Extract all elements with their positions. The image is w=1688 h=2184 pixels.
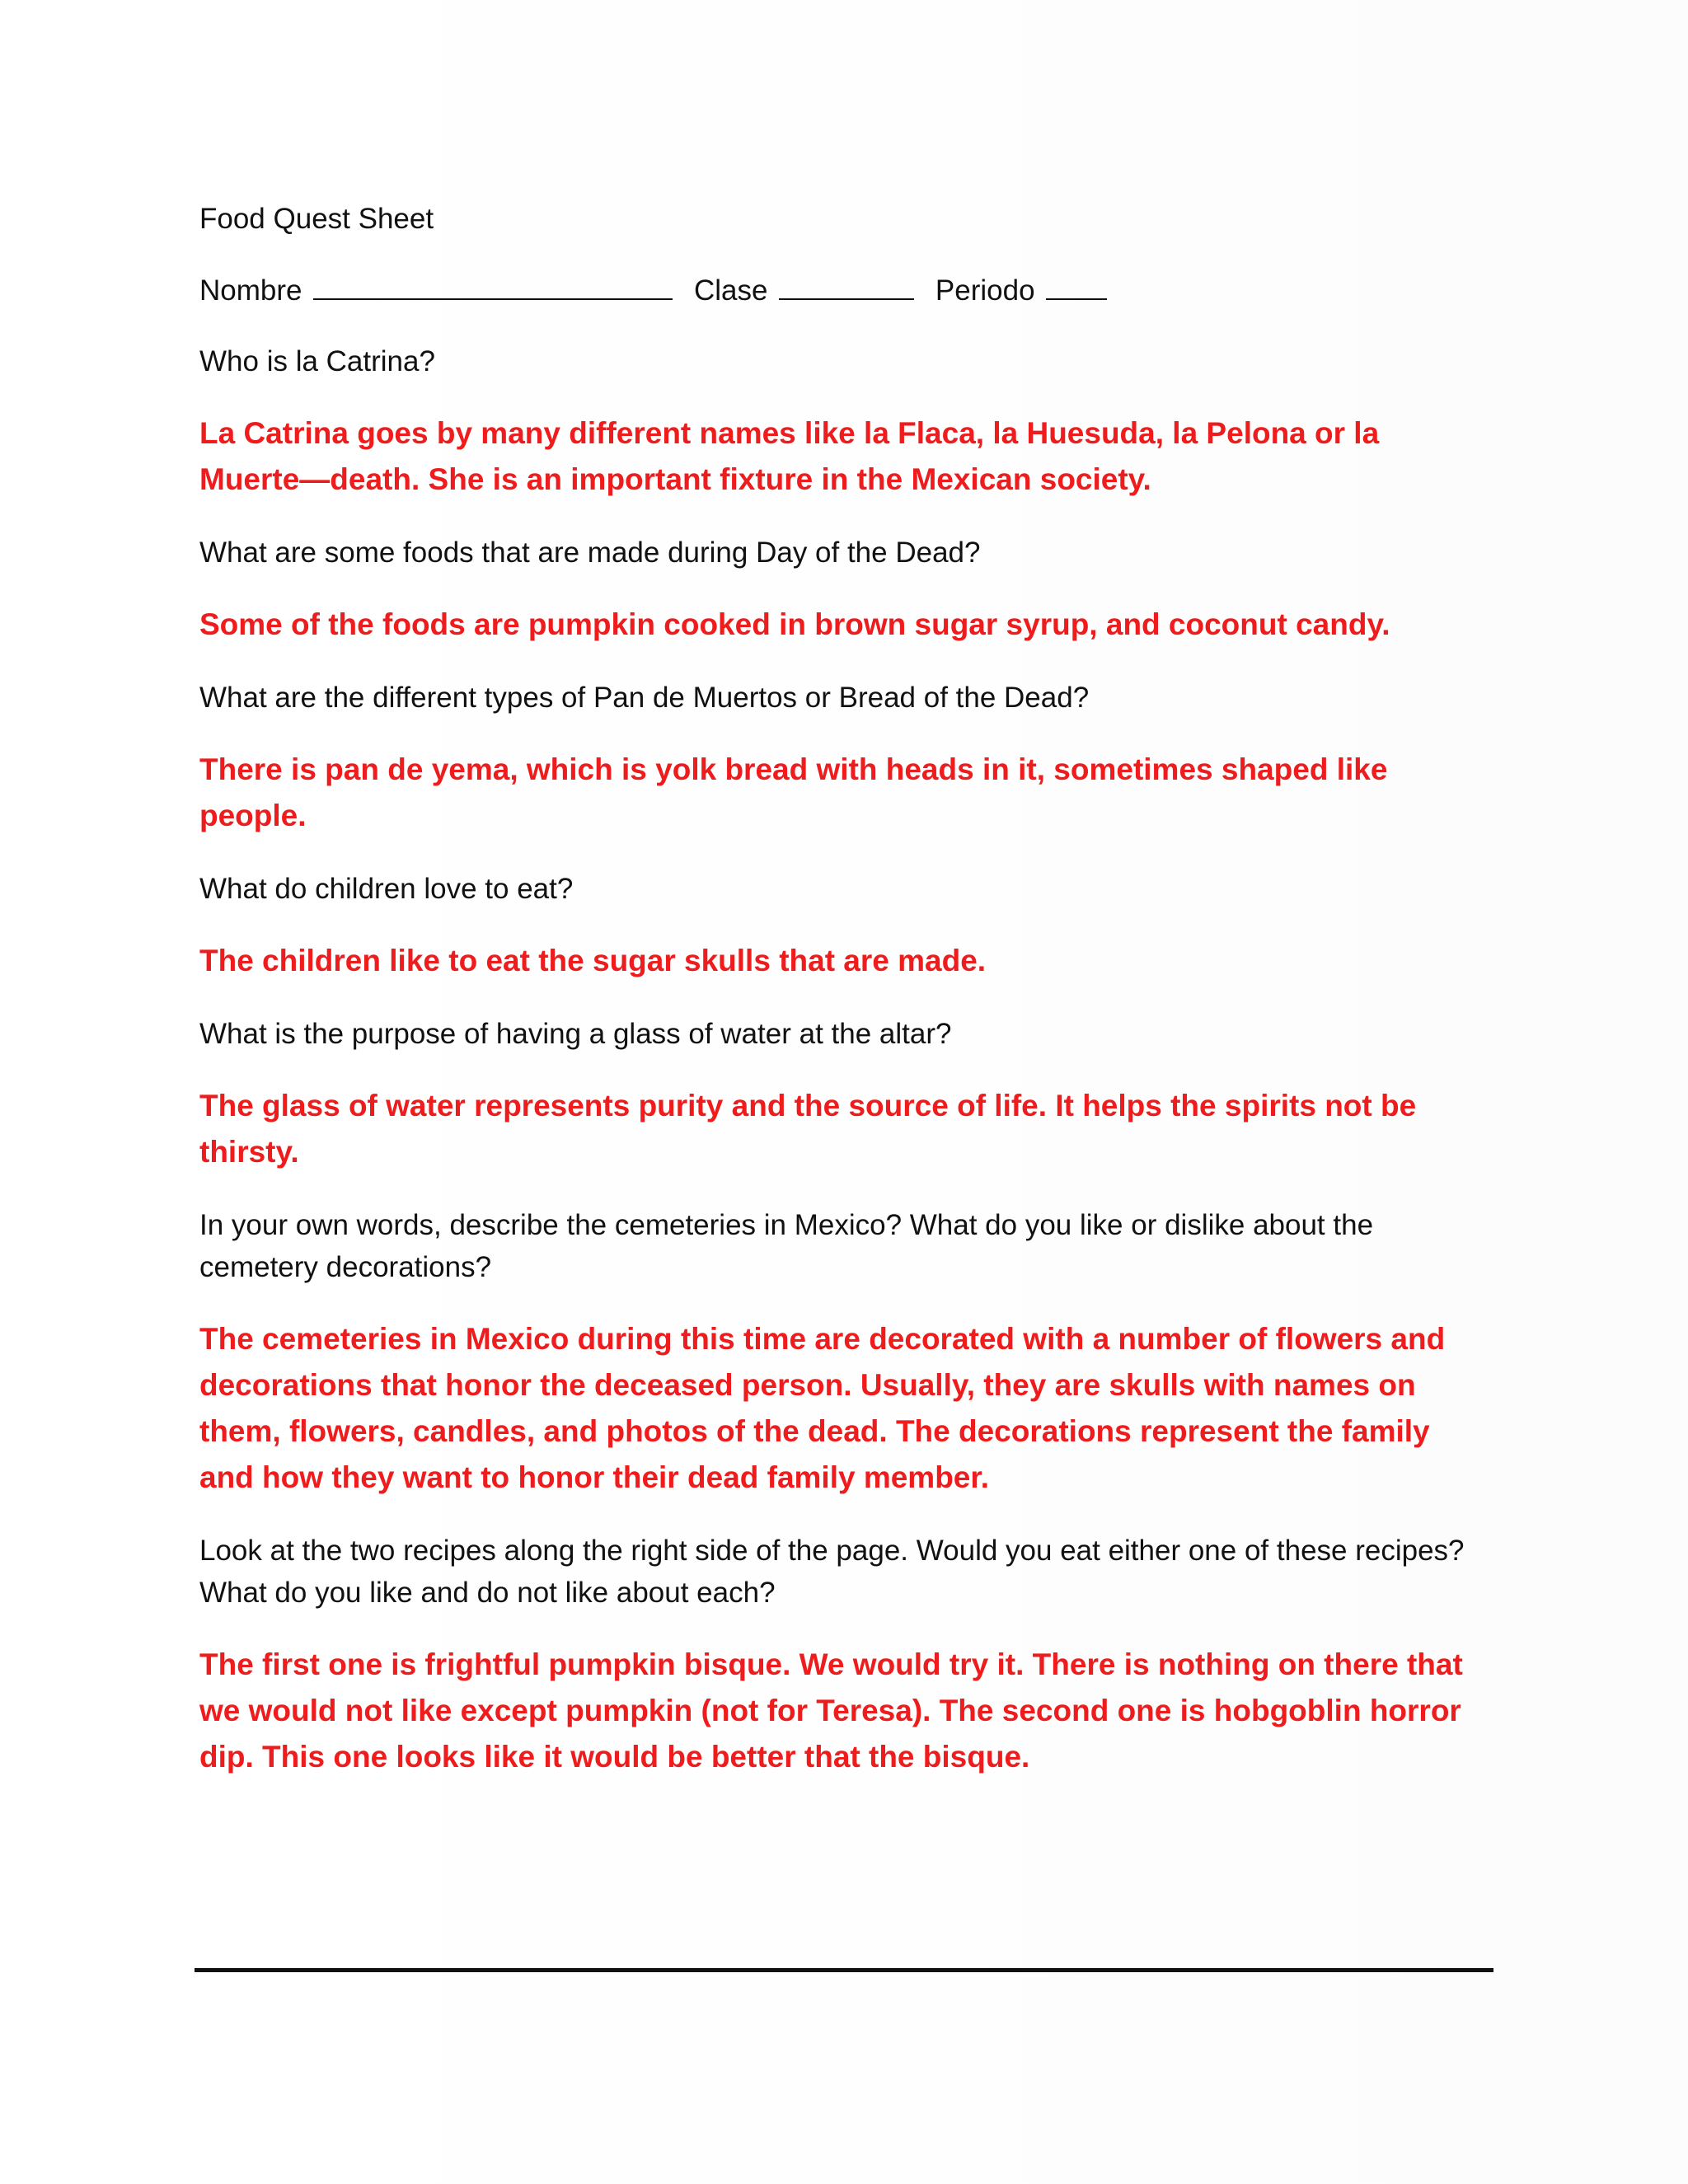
worksheet-content (199, 198, 1485, 1780)
question-4: What do children love to eat? (199, 873, 574, 905)
question-2: What are some foods that are made during Day of the Dead? (199, 537, 981, 569)
answer-3: There is pan de yema, which is yolk bread with heads in it, sometimes shaped like people. (199, 752, 1388, 832)
answer-1: La Catrina goes by many different names like la Flaca, la Huesuda, la Pelona or la Muerte—death. She is an important fixture in the Mexican society. (199, 416, 1380, 496)
periodo-blank (1046, 269, 1107, 300)
clase-blank (779, 269, 914, 300)
answer-7: The first one is frightful pumpkin bisque. We would try it. There is nothing on there that we would not like except pumpkin (not for Teresa). The second one is hobgoblin horror dip. This one looks like it would be better that the bisque. (199, 1647, 1463, 1774)
header-fields (199, 269, 1485, 312)
question-7: Look at the two recipes along the right side of the page. Would you eat either one of these recipes? What do you like and do not like about each? (199, 1535, 1465, 1609)
periodo-label: Periodo (935, 274, 1035, 307)
question-6: In your own words, describe the cemeteries in Mexico? What do you like or dislike about the cemetery decorations? (199, 1209, 1374, 1283)
answer-5: The glass of water represents purity and the source of life. It helps the spirits not be thirsty. (199, 1089, 1417, 1169)
question-3: What are the different types of Pan de Muertos or Bread of the Dead? (199, 682, 1090, 714)
answer-4: The children like to eat the sugar skulls that are made. (199, 944, 987, 977)
worksheet-title: Food Quest Sheet (199, 203, 434, 235)
answer-2: Some of the foods are pumpkin cooked in brown sugar syrup, and coconut candy. (199, 607, 1390, 641)
nombre-label: Nombre (199, 274, 302, 307)
nombre-blank (313, 269, 673, 300)
question-1: Who is la Catrina? (199, 345, 435, 377)
answer-6: The cemeteries in Mexico during this time are decorated with a number of flowers and decorations that honor the deceased person. Usually, they are skulls with names on them, flowers, candles, and photos of the dead. The decorations represent the family and how they want to honor their dead family member. (199, 1322, 1446, 1494)
question-5: What is the purpose of having a glass of water at the altar? (199, 1018, 952, 1050)
bottom-divider (195, 1968, 1493, 1972)
clase-label: Clase (693, 274, 768, 307)
